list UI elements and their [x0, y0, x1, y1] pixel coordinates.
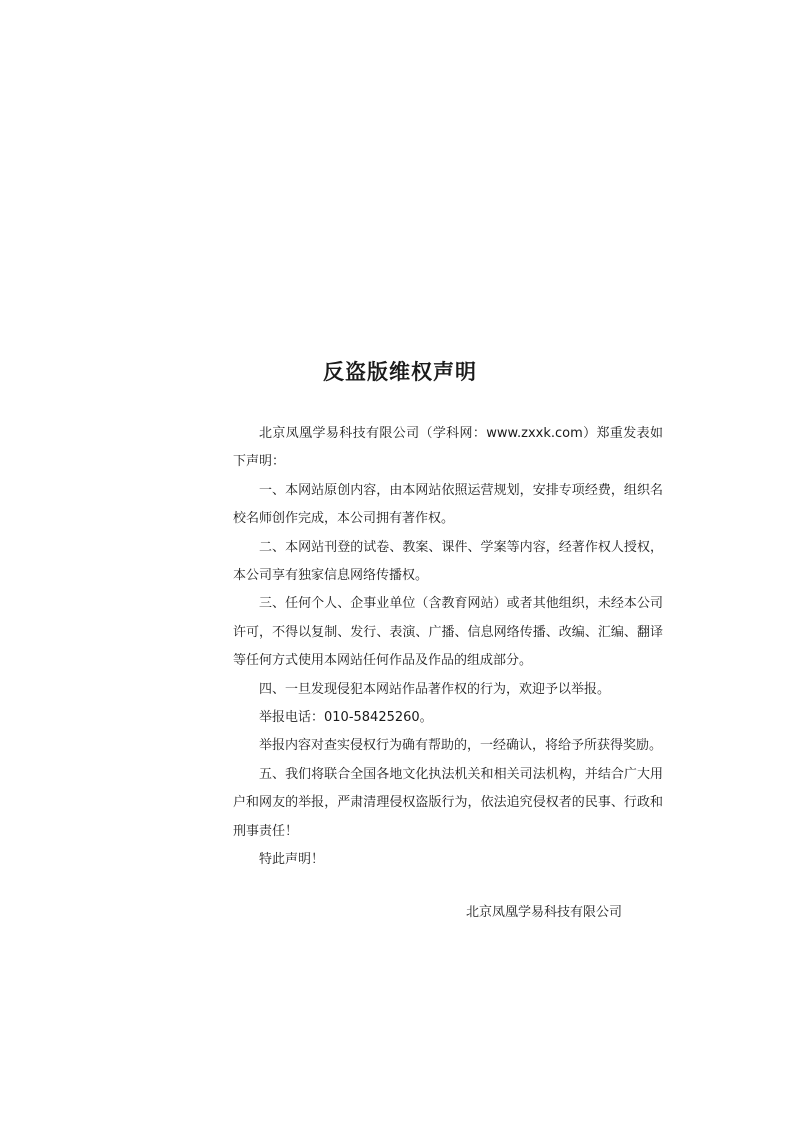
- clause-five-paragraph: 五、我们将联合全国各地文化执法机关和相关司法机构，并结合广大用户和网友的举报，严肃清理侵权盗版行为，依法追究侵权者的民事、行政和刑事责任！: [233, 766, 663, 839]
- clause-two-paragraph: 二、本网站刊登的试卷、教案、课件、学案等内容，经著作权人授权，本公司享有独家信息网络传播权。: [233, 539, 663, 584]
- closing-paragraph: 特此声明！: [259, 852, 325, 868]
- clause-one-paragraph: 一、本网站原创内容，由本网站依照运营规划，安排专项经费，组织名校名师创作完成，本公司拥有著作权。: [233, 482, 663, 527]
- clause-three-paragraph: 三、任何个人、企事业单位（含教育网站）或者其他组织，未经本公司许可，不得以复制、发行、表演、广播、信息网络传播、改编、汇编、翻译等任何方式使用本网站任何作品及作品的组成部分。: [233, 596, 663, 669]
- signature: 北京凤凰学易科技有限公司: [466, 905, 623, 920]
- report-phone-paragraph: 举报电话：010-58425260。: [259, 710, 433, 726]
- intro-paragraph: 北京凤凰学易科技有限公司（学科网：www.zxxk.com）郑重发表如下声明：: [233, 426, 663, 470]
- declaration-body: [233, 420, 663, 875]
- clause-four-paragraph: 四、一旦发现侵犯本网站作品著作权的行为，欢迎予以举报。: [259, 681, 611, 697]
- report-reward-paragraph: 举报内容对查实侵权行为确有帮助的，一经确认，将给予所获得奖励。: [259, 738, 663, 754]
- document-title: 反盗版维权声明: [323, 360, 477, 384]
